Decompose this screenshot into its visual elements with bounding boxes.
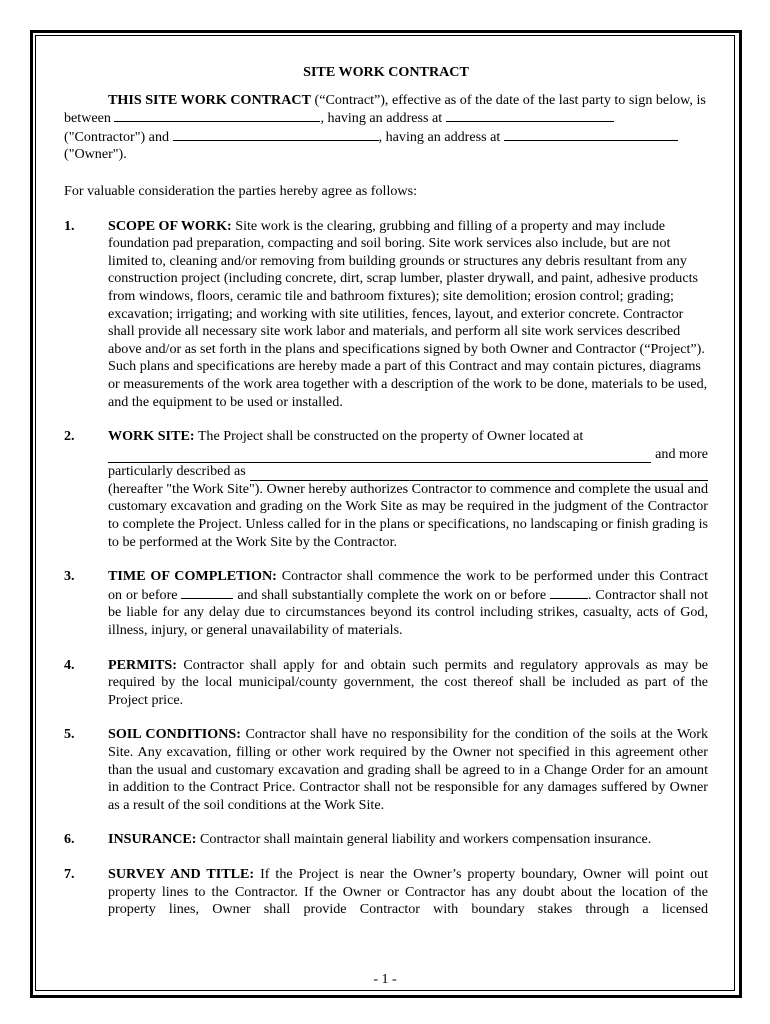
section-heading: SCOPE OF WORK: (108, 217, 232, 234)
section-work-site: 2. WORK SITE: The Project shall be constructed on the property of Owner located at and more particularly described as (hereafter "the Work Site"). Owner hereby authorizes Contractor to commence and complete the usual and customary excavation and grading on the Work Site as may be required in the judgment of the Contractor to complete the Project. Unless called for in the plans or specifications, no landscaping or finish grading is to be performed at the Work Site by the Contractor. (64, 428, 709, 550)
section-heading: SOIL CONDITIONS: (108, 726, 241, 743)
contractor-address-blank[interactable] (446, 109, 614, 122)
section-number: 6. (64, 831, 75, 848)
section-number: 4. (64, 656, 75, 673)
section-number: 2. (64, 428, 75, 445)
property-location-blank[interactable] (108, 450, 651, 463)
intro-lead: THIS SITE WORK CONTRACT (108, 91, 311, 108)
section-heading: SURVEY AND TITLE: (108, 865, 255, 882)
document-title: SITE WORK CONTRACT (303, 64, 469, 80)
section-heading: WORK SITE: (108, 428, 195, 445)
section-soil-conditions: 5. SOIL CONDITIONS: Contractor shall have no responsibility for the condition of the soils at the Work Site. Any excavation, filling or other work required by the Owner not specified in this agreement other than the usual and customary excavation and grading shall be agreed to in a Change Order for an amount in addition to the Contract Price. Contractor shall not be responsible for any damages suffered by Owner as a result of the soil conditions at the Work Site. (64, 726, 708, 813)
section-scope-of-work: 1. SCOPE OF WORK: Site work is the clearing, grubbing and filling of a property and may include foundation pad preparation, compacting and soil boring. Site work services also include, but are not limited to, cleaning and/or removing from building grounds or structures any debris resultant from any construction project (including concrete, dirt, scrap lumber, plaster drywall, and paint, adhesive products from windows, floors, ceramic tile and bathroom fixtures); site demolition; erosion control; grading; excavation; irrigating; and working with site utilities, fences, layout, and exterior concrete. Contractor shall provide all necessary site work labor and materials, and perform all site work services described above and/or as set forth in the plans and specifications signed by both Owner and Contractor (“Project”). Such plans and specifications are hereby made a part of this Contract and may contain pictures, diagrams or measurements of the work area together with a description of the work to be done, materials to be used, and the equipment to be used or installed. (64, 217, 708, 410)
section-number: 5. (64, 726, 75, 743)
page-number: - 1 - (373, 972, 397, 987)
document-page (64, 64, 708, 936)
section-number: 3. (64, 568, 75, 585)
section-survey-and-title: 7. SURVEY AND TITLE: If the Project is near the Owner’s property boundary, Owner will point out property lines to the Contractor. If the Owner or Contractor has any doubt about the location of the property lines, Owner shall provide Contractor with boundary stakes through a licensed (64, 865, 708, 918)
completion-date-blank[interactable] (550, 586, 588, 599)
owner-name-blank[interactable] (173, 128, 379, 141)
section-time-of-completion: 3. TIME OF COMPLETION: Contractor shall commence the work to be performed under this Contract on or before and shall substantially complete the work on or before . Contractor shall not be liable for any delay due to circumstances beyond its control including strikes, casualty, acts of God, illness, injury, or general unavailability of materials. (64, 568, 708, 639)
section-number: 1. (64, 217, 75, 234)
section-number: 7. (64, 865, 75, 882)
section-heading: TIME OF COMPLETION: (108, 568, 277, 585)
contractor-name-blank[interactable] (114, 109, 320, 122)
owner-address-blank[interactable] (504, 128, 678, 141)
section-insurance: 6. INSURANCE: Contractor shall maintain general liability and workers compensation insurance. (64, 831, 652, 848)
property-description-blank[interactable] (250, 468, 708, 481)
intro-paragraph: THIS SITE WORK CONTRACT (“Contract”), effective as of the date of the last party to sign below, is between , having an address at ("Contractor") and , having an address at ("Owner"). (64, 91, 706, 163)
start-date-blank[interactable] (181, 586, 233, 599)
section-heading: PERMITS: (108, 656, 177, 673)
section-permits: 4. PERMITS: Contractor shall apply for and obtain such permits and regulatory approvals as may be required by the local municipal/county government, the cost thereof shall be included as part of the Project price. (64, 656, 708, 708)
consideration-clause: For valuable consideration the parties hereby agree as follows: (64, 182, 418, 199)
section-heading: INSURANCE: (108, 831, 197, 848)
